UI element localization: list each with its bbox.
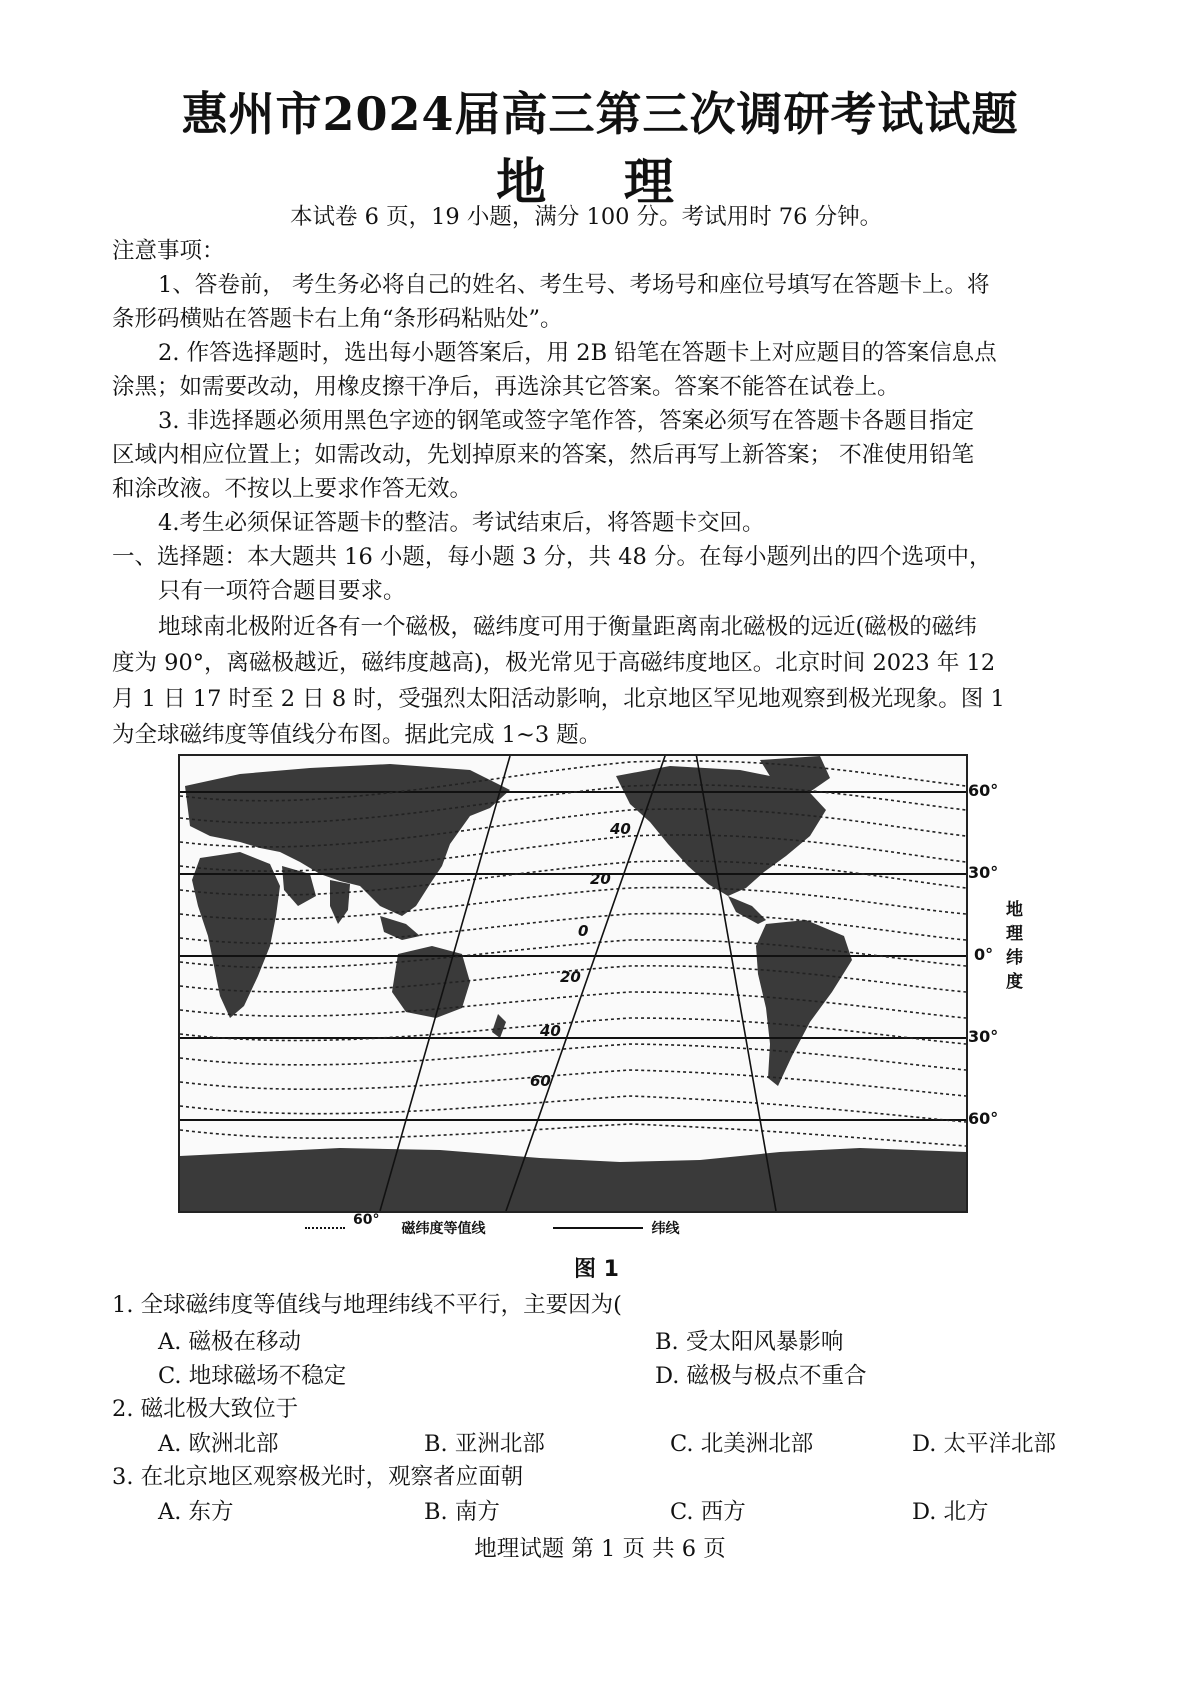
legend-solid-line bbox=[553, 1227, 643, 1229]
notice-item3-line3: 和涂改液。不按以上要求作答无效。 bbox=[112, 476, 473, 502]
figure-caption: 图 1 bbox=[574, 1257, 619, 1282]
notice-item4: 4.考生必须保证答题卡的整洁。考试结束后，将答题卡交回。 bbox=[158, 510, 765, 536]
arabia-shape bbox=[282, 866, 316, 906]
exam-title: 惠州市2024届高三第三次调研考试试题 bbox=[181, 87, 1019, 141]
legend-isoline-label: 磁纬度等值线 bbox=[401, 1221, 486, 1237]
q3-option-c: C. 西方 bbox=[670, 1499, 746, 1525]
axis-title-vertical bbox=[1006, 898, 1023, 994]
q1-option-d: D. 磁极与极点不重合 bbox=[655, 1363, 867, 1389]
india-shape bbox=[330, 880, 350, 924]
new-zealand-shape bbox=[492, 1014, 506, 1038]
notice-item1-line1: 1、答卷前， 考生务必将自己的姓名、考生号、考场号和座位号填写在答题卡上。将 bbox=[158, 272, 990, 298]
lat-label-60n: 60° bbox=[968, 781, 999, 800]
mag-label-0: 0 bbox=[578, 922, 589, 940]
q2-option-c: C. 北美洲北部 bbox=[670, 1431, 814, 1457]
passage-line3: 月 1 日 17 时至 2 日 8 时，受强烈太阳活动影响，北京地区罕见地观察到极光现象。图 1 bbox=[112, 686, 1005, 712]
q1-option-a: A. 磁极在移动 bbox=[158, 1329, 302, 1355]
notice-item2-line2: 涂黑；如需要改动，用橡皮擦干净后，再选涂其它答案。答案不能答在试卷上。 bbox=[112, 374, 900, 400]
section1-line1: 一、选择题：本大题共 16 小题，每小题 3 分，共 48 分。在每小题列出的四个选项中， bbox=[112, 544, 992, 570]
axis-title-char-3: 纬 bbox=[1006, 948, 1023, 968]
q2-option-d: D. 太平洋北部 bbox=[912, 1431, 1057, 1457]
passage-line4: 为全球磁纬度等值线分布图。据此完成 1~3 题。 bbox=[112, 722, 602, 748]
legend-dotted-line bbox=[305, 1227, 345, 1229]
isoline-7 bbox=[180, 914, 966, 944]
q1-option-c: C. 地球磁场不稳定 bbox=[158, 1363, 347, 1389]
antarctica-shape bbox=[180, 1148, 966, 1211]
map-svg bbox=[180, 756, 966, 1211]
legend-value: 60° bbox=[353, 1212, 380, 1228]
q3-option-d: D. 北方 bbox=[912, 1499, 989, 1525]
mag-label-20n: 20 bbox=[590, 870, 611, 888]
question-1-stem: 1. 全球磁纬度等值线与地理纬线不平行，主要因为( bbox=[112, 1292, 622, 1318]
section1-line2: 只有一项符合题目要求。 bbox=[158, 578, 406, 604]
axis-title-char-2: 理 bbox=[1006, 924, 1023, 944]
isoline-14 bbox=[180, 1096, 966, 1122]
world-magnetic-latitude-map bbox=[178, 754, 968, 1213]
notice-item1-line2: 条形码横贴在答题卡右上角“条形码粘贴处”。 bbox=[112, 306, 563, 332]
subject-title: 地 理 bbox=[496, 152, 704, 211]
q2-option-b: B. 亚洲北部 bbox=[424, 1431, 545, 1457]
mag-label-40s: 40 bbox=[540, 1022, 561, 1040]
mag-label-40n: 40 bbox=[610, 820, 631, 838]
central-america-shape bbox=[728, 896, 766, 924]
passage-line1: 地球南北极附近各有一个磁极，磁纬度可用于衡量距离南北磁极的远近(磁极的磁纬 bbox=[158, 614, 977, 640]
mag-label-60s: 60 bbox=[530, 1072, 551, 1090]
axis-title-char-4: 度 bbox=[1006, 972, 1023, 992]
exam-info: 本试卷 6 页，19 小题，满分 100 分。考试用时 76 分钟。 bbox=[290, 204, 883, 230]
question-2-stem: 2. 磁北极大致位于 bbox=[112, 1396, 299, 1422]
isoline-15 bbox=[180, 1124, 966, 1146]
mag-label-20s: 20 bbox=[560, 968, 581, 986]
isoline-11 bbox=[180, 1018, 966, 1044]
question-3-stem: 3. 在北京地区观察极光时，观察者应面朝 bbox=[112, 1464, 524, 1490]
legend-latline-label: 纬线 bbox=[651, 1221, 680, 1237]
lat-label-30n: 30° bbox=[968, 863, 999, 882]
page-footer: 地理试题 第 1 页 共 6 页 bbox=[474, 1536, 726, 1562]
south-america-shape bbox=[756, 920, 852, 1086]
q3-option-b: B. 南方 bbox=[424, 1499, 500, 1525]
axis-title-char-1: 地 bbox=[1006, 900, 1023, 920]
notice-item3-line2: 区域内相应位置上；如需改动，先划掉原来的答案，然后再写上新答案； 不准使用铅笔 bbox=[112, 442, 975, 468]
passage-line2: 度为 90°，离磁极越近，磁纬度越高)，极光常见于高磁纬度地区。北京时间 2023 年 12 bbox=[112, 650, 996, 676]
q3-option-a: A. 东方 bbox=[158, 1499, 234, 1525]
isoline-13 bbox=[180, 1070, 966, 1096]
notice-item2-line1: 2. 作答选择题时，选出每小题答案后，用 2B 铅笔在答题卡上对应题目的答案信息点 bbox=[158, 340, 997, 366]
q1-option-b: B. 受太阳风暴影响 bbox=[655, 1329, 844, 1355]
isoline-10 bbox=[180, 992, 966, 1018]
isoline-12 bbox=[180, 1044, 966, 1070]
notice-heading: 注意事项： bbox=[112, 238, 225, 264]
lat-label-60s: 60° bbox=[968, 1109, 999, 1128]
map-legend bbox=[305, 1212, 680, 1238]
africa-shape bbox=[192, 852, 280, 1018]
lat-label-0: 0° bbox=[974, 945, 994, 964]
lat-label-30s: 30° bbox=[968, 1027, 999, 1046]
q2-option-a: A. 欧洲北部 bbox=[158, 1431, 279, 1457]
notice-item3-line1: 3. 非选择题必须用黑色字迹的钢笔或签字笔作答，答案必须写在答题卡各题目指定 bbox=[158, 408, 975, 434]
